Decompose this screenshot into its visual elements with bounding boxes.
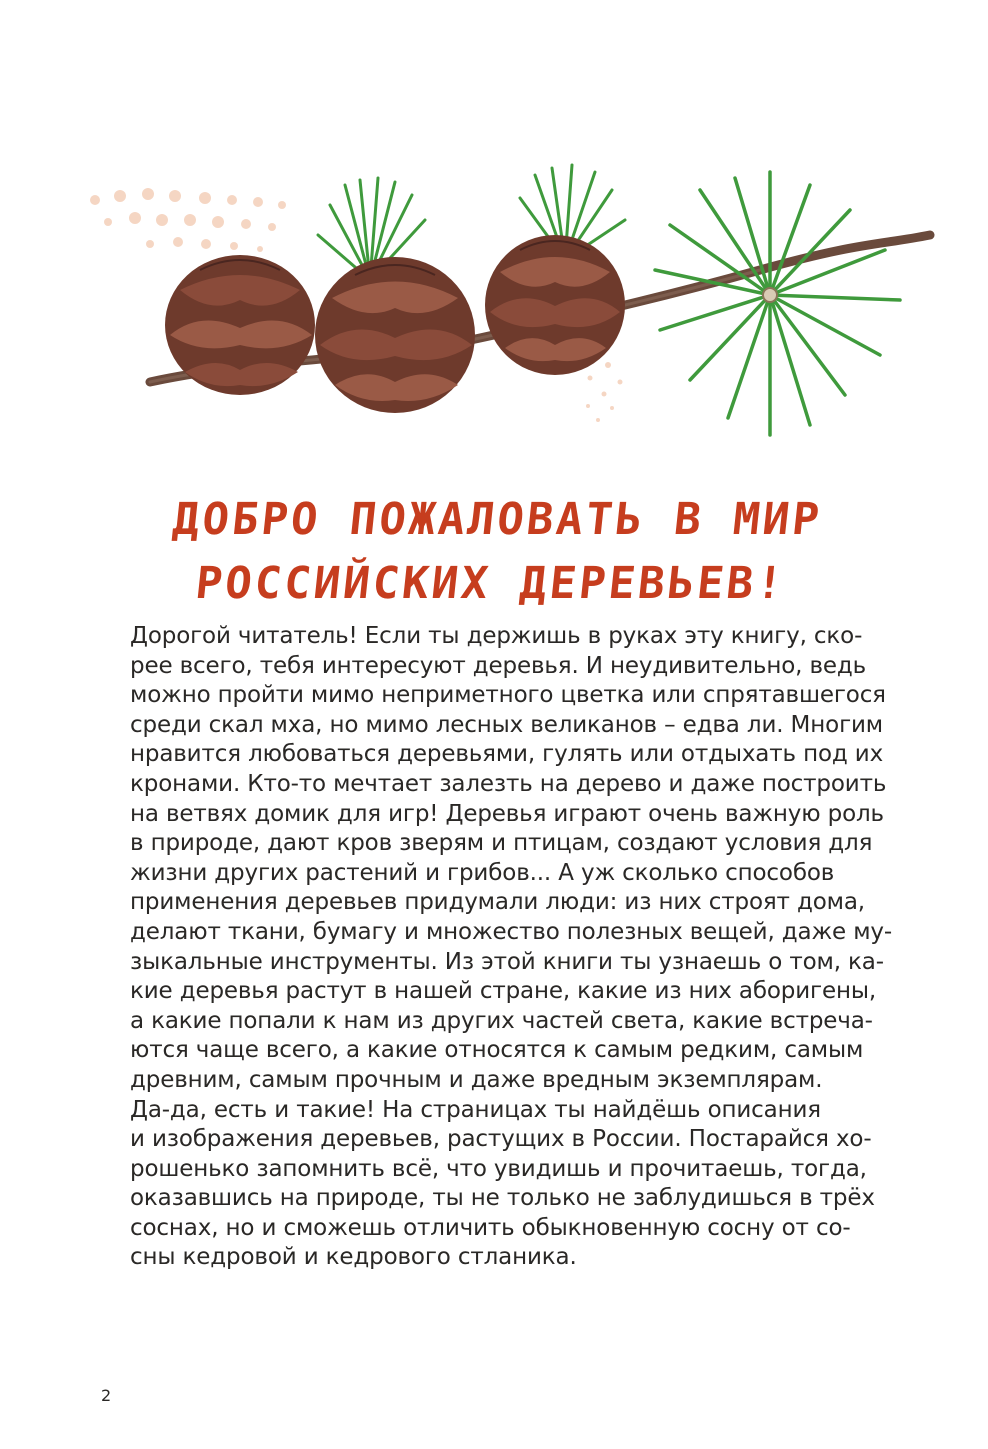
page-number: 2 [101,1386,112,1405]
body-line: кронами. Кто-то мечтает залезть на дерево и даже построить [130,770,887,797]
body-line: делают ткани, бумагу и множество полезных вещей, даже му- [130,918,893,945]
body-line: зыкальные инструменты. Из этой книги ты узнаешь о том, ка- [130,948,884,975]
body-paragraph [130,622,893,1273]
larch-cone-2 [315,257,475,413]
body-line: а какие попали к нам из других частей света, какие встреча- [130,1007,873,1034]
body-line: древним, самым прочным и даже вредным экземплярам. [130,1066,823,1093]
body-line: нравится любоваться деревьями, гулять или отдыхать под их [130,741,884,768]
body-line: можно пройти мимо неприметного цветка или спрятавшегося [130,682,886,709]
body-line: соснах, но и сможешь отличить обыкновенную сосну от со- [130,1214,851,1241]
larch-cone-1 [165,255,315,395]
body-line: и изображения деревьев, растущих в России. Постарайся хо- [130,1126,872,1153]
body-line: среди скал мха, но мимо лесных великанов – едва ли. Многим [130,711,883,738]
larch-cone-3 [485,235,625,375]
body-line: применения деревьев придумали люди: из них строят дома, [130,889,865,916]
body-line: кие деревья растут в нашей стране, какие из них аборигены, [130,978,877,1005]
body-line: рее всего, тебя интересуют деревья. И неудивительно, ведь [130,652,867,679]
body-line: в природе, дают кров зверям и птицам, создают условия для [130,830,873,857]
body-line: рошенько запомнить всё, что увидишь и прочитаешь, тогда, [130,1155,867,1182]
body-line: сны кедровой и кедрового стланика. [130,1244,577,1271]
larch-branch-illustration [0,150,988,450]
body-line: оказавшись на природе, ты не только не заблудишься в трёх [130,1185,875,1212]
body-line: жизни других растений и грибов... А уж сколько способов [130,859,835,886]
body-line: на ветвях домик для игр! Деревья играют очень важную роль [130,800,884,827]
page-title-line-1: ДОБРО ПОЖАЛОВАТЬ В МИР [170,494,825,545]
page-title [53,488,934,616]
body-line: Да-да, есть и такие! На страницах ты найдёшь описания [130,1096,821,1123]
body-line: ются чаще всего, а какие относятся к самым редким, самым [130,1037,864,1064]
needle-cluster-right [655,172,900,435]
page-title-line-2: РОССИЙСКИХ ДЕРЕВЬЕВ! [193,558,789,609]
body-line: Дорогой читатель! Если ты держишь в руках эту книгу, ско- [130,623,863,649]
